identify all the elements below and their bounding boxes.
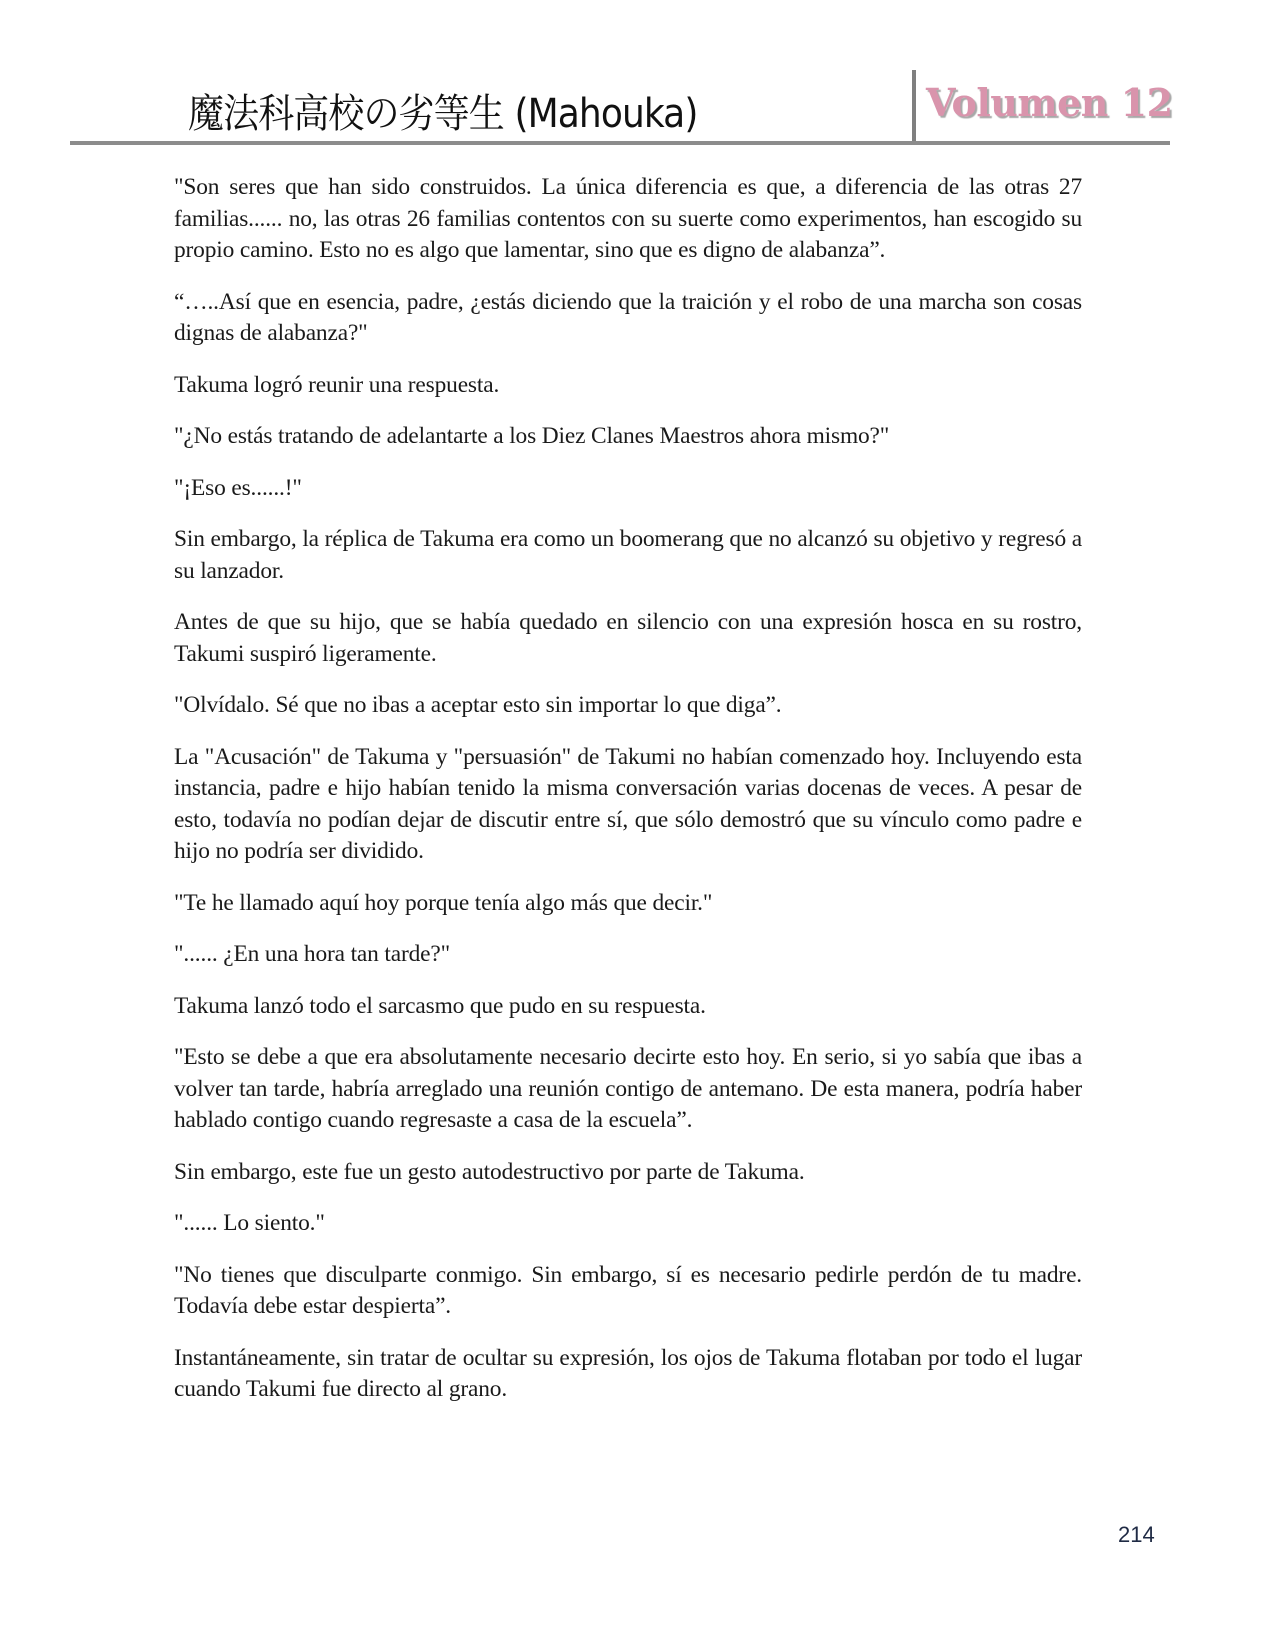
paragraph: "No tienes que disculparte conmigo. Sin embargo, sí es necesario pedirle perdón de tu madre. Todavía debe estar despierta”. [174, 1261, 1082, 1319]
page-number: 214 [1118, 1522, 1155, 1547]
paragraph: "Esto se debe a que era absolutamente necesario decirte esto hoy. En serio, si yo sabía que ibas a volver tan tarde, habría arreglado una reunión contigo de antemano. De esta manera, podría haber hablado contigo cuando regresaste a casa de la escuela”. [174, 1044, 1082, 1133]
header-divider [912, 70, 916, 142]
page-body [174, 172, 1082, 1426]
volume-label: Volumen 12 [926, 80, 1173, 125]
paragraph: "...... Lo siento." [174, 1210, 325, 1236]
paragraph: "¡Eso es......!" [174, 474, 302, 501]
paragraph: "Te he llamado aquí hoy porque tenía algo más que decir." [174, 889, 713, 916]
header-rule [70, 141, 1170, 145]
paragraph: La "Acusación" de Takuma y "persuasión" de Takumi no habían comenzado hoy. Incluyendo esta instancia, padre e hijo habían tenido la misma conversación varias docenas de veces. A pesar de esto, todavía no podían dejar de discutir entre sí, que sólo demostró que su vínculo como padre e hijo no podría ser dividido. [174, 743, 1082, 864]
paragraph: Takuma logró reunir una respuesta. [174, 371, 500, 398]
paragraph: Takuma lanzó todo el sarcasmo que pudo en su respuesta. [174, 992, 706, 1019]
book-title: 魔法科高校の劣等生 (Mahouka) [188, 91, 698, 137]
paragraph: Sin embargo, la réplica de Takuma era como un boomerang que no alcanzó su objetivo y regresó a su lanzador. [174, 526, 1082, 584]
paragraph: "¿No estás tratando de adelantarte a los Diez Clanes Maestros ahora mismo?" [174, 423, 890, 449]
paragraph: "Olvídalo. Sé que no ibas a aceptar esto sin importar lo que diga”. [174, 692, 782, 718]
paragraph: Antes de que su hijo, que se había quedado en silencio con una expresión hosca en su rostro, Takumi suspiró ligeramente. [174, 609, 1082, 667]
paragraph: "Son seres que han sido construidos. La única diferencia es que, a diferencia de las otras 27 familias...... no, las otras 26 familias contentos con su suerte como experimentos, han escogido su propio camino. Esto no es algo que lamentar, sino que es digno de alabanza”. [174, 174, 1082, 263]
paragraph: Instantáneamente, sin tratar de ocultar su expresión, los ojos de Takuma flotaban por todo el lugar cuando Takumi fue directo al grano. [174, 1344, 1082, 1402]
paragraph: “…..Así que en esencia, padre, ¿estás diciendo que la traición y el robo de una marcha son cosas dignas de alabanza?" [174, 288, 1082, 346]
page-header [70, 68, 1173, 148]
paragraph: Sin embargo, este fue un gesto autodestructivo por parte de Takuma. [174, 1158, 805, 1185]
paragraph: "...... ¿En una hora tan tarde?" [174, 941, 451, 967]
